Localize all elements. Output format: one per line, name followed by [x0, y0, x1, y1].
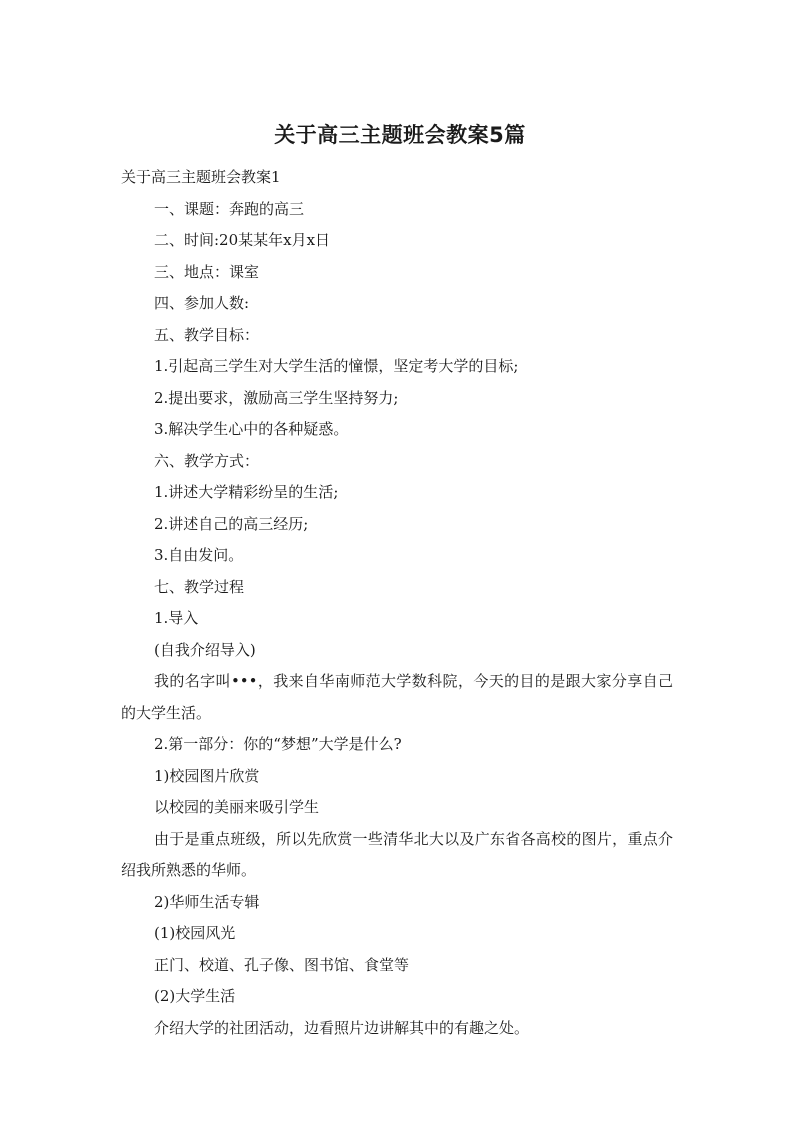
paragraph-method-3: 3.自由发问。 — [154, 546, 244, 564]
lesson-plan-heading: 关于高三主题班会教案1 — [121, 168, 281, 186]
paragraph-college-life: (2)大学生活 — [154, 987, 236, 1005]
paragraph-campus-pictures: 1)校园图片欣赏 — [154, 766, 260, 785]
paragraph-participants: 四、参加人数: — [154, 294, 250, 312]
paragraph-key-class: 由于是重点班级，所以先欣赏一些清华北大以及广东省各高校的图片，重点介绍我所熟悉的华师。 — [121, 829, 673, 879]
paragraph-intro: 1.导入 — [154, 609, 199, 627]
paragraph-scenery: (1)校园风光 — [154, 924, 236, 942]
paragraph-method-2: 2.讲述自己的高三经历; — [154, 514, 309, 533]
paragraph-part-one: 2.第一部分：你的“梦想”大学是什么? — [154, 735, 402, 753]
paragraph-attract: 以校园的美丽来吸引学生 — [154, 798, 320, 816]
paragraph-album: 2)华师生活专辑 — [154, 892, 260, 911]
paragraph-goals-heading: 五、教学目标： — [154, 325, 260, 344]
paragraph-method-1: 1.讲述大学精彩纷呈的生活; — [154, 483, 339, 501]
document-body — [121, 162, 673, 1044]
paragraph-location: 三、地点：课室 — [154, 262, 260, 281]
document-title: 关于高三主题班会教案5篇 — [274, 123, 526, 147]
paragraph-goal-1: 1.引起高三学生对大学生活的憧憬，坚定考大学的目标; — [154, 357, 519, 375]
paragraph-goal-2: 2.提出要求，激励高三学生坚持努力; — [154, 388, 399, 407]
paragraph-process-heading: 七、教学过程 — [154, 577, 245, 596]
paragraph-places: 正门、校道、孔子像、图书馆、食堂等 — [154, 955, 410, 974]
paragraph-goal-3: 3.解决学生心中的各种疑惑。 — [154, 420, 349, 438]
paragraph-topic: 一、课题：奔跑的高三 — [154, 199, 305, 218]
paragraph-speaker-intro: 我的名字叫•••，我来自华南师范大学数科院，今天的目的是跟大家分享自己的大学生活。 — [121, 672, 673, 722]
paragraph-clubs: 介绍大学的社团活动，边看照片边讲解其中的有趣之处。 — [154, 1018, 530, 1037]
paragraph-time: 二、时间:20某某年x月x日 — [154, 231, 331, 249]
paragraph-self-intro: (自我介绍导入) — [154, 640, 256, 659]
paragraph-methods-heading: 六、教学方式： — [154, 451, 260, 470]
